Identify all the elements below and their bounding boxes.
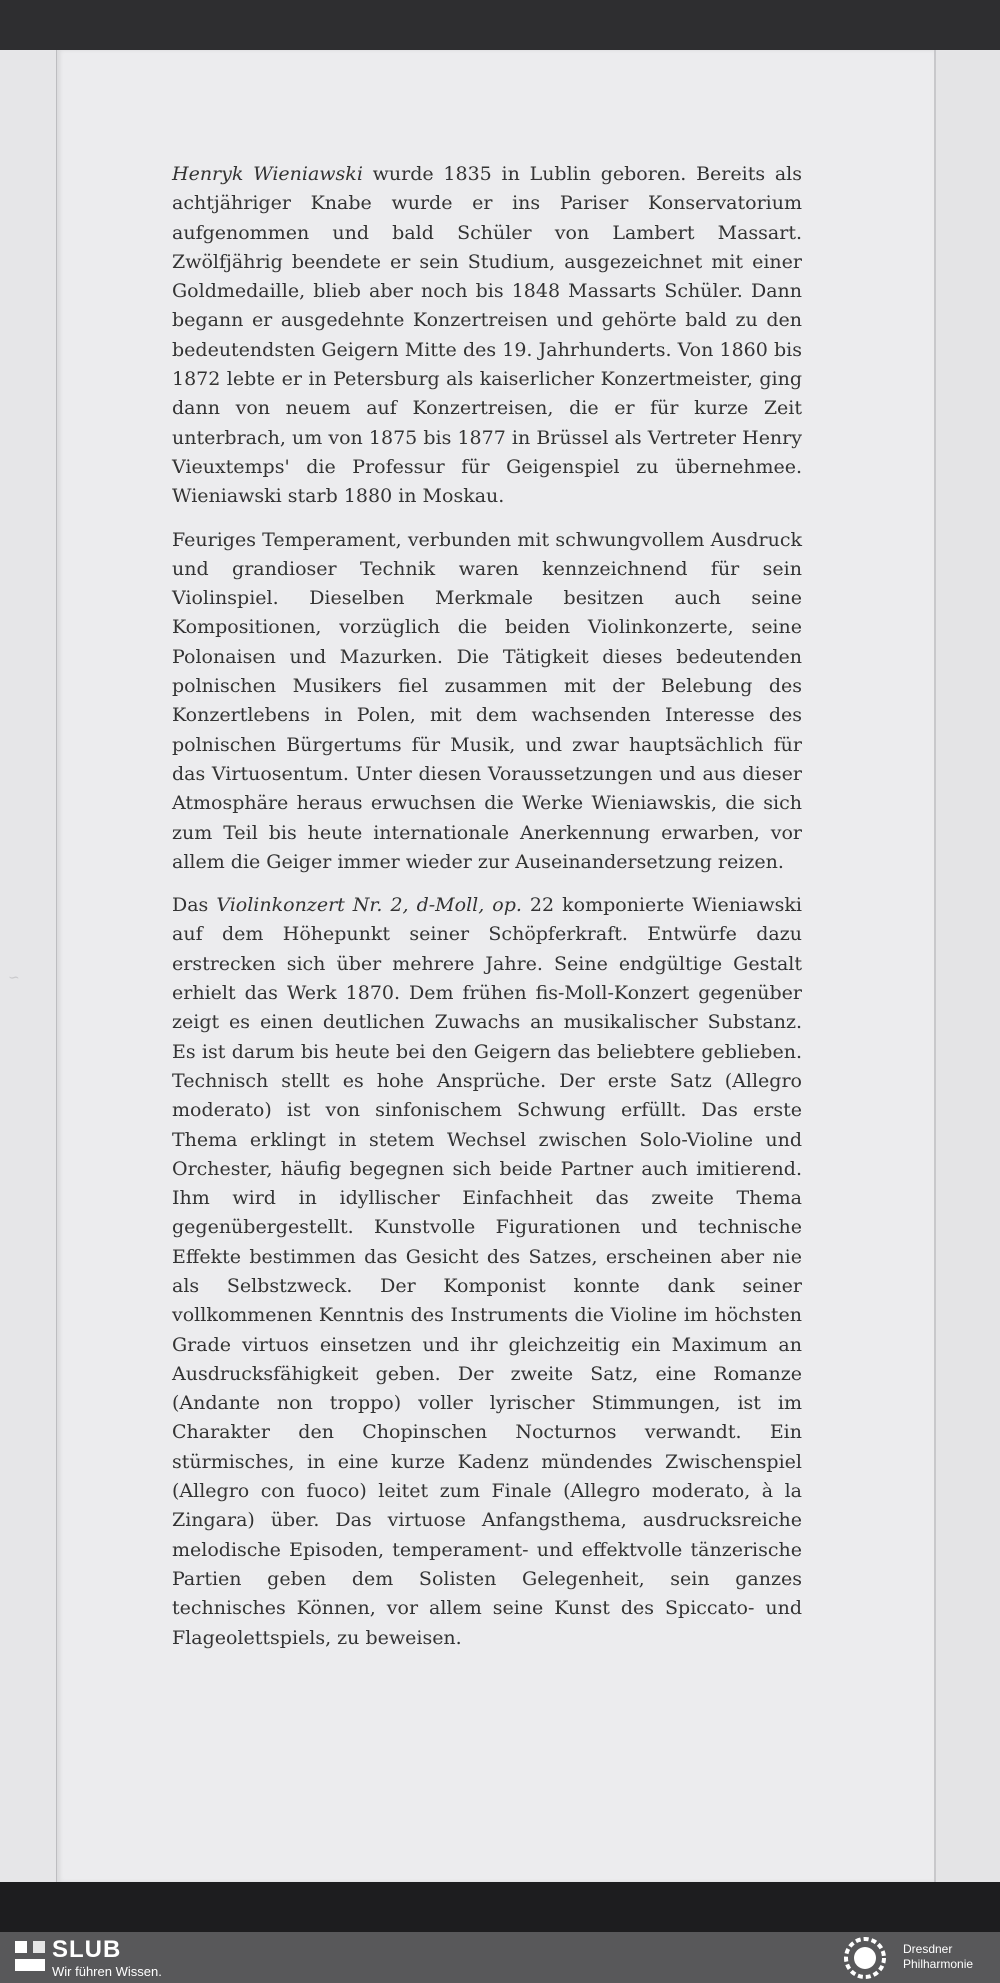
bleed-through-mark: ∽	[8, 970, 20, 986]
paragraph-prefix: Das	[172, 894, 217, 917]
footer-bar	[0, 1932, 1000, 1983]
work-title: Violinkonzert Nr. 2, d-Moll, op.	[216, 894, 522, 917]
partner-name-line2: Philharmonie	[903, 1957, 974, 1971]
viewer-bottom-band	[0, 1882, 1000, 1932]
paragraph-text: Feuriges Temperament, verbunden mit schwungvollem Ausdruck und grandioser Technik waren kennzeichnend für sein Violinspiel. Dieselben Merkmale besitzen auch seine Kompositionen, vorzüglich die beiden Violinkonzerte, seine Polonaisen und Mazurken. Die Tätigkeit dieses bedeutenden polnischen Musikers fiel zusammen mit der Belebung des Konzertlebens in Polen, mit dem wachsenden Interesse des polnischen Bürgertums für Musik, und zwar hauptsächlich für das Virtuosentum. Unter diesen Voraussetzungen und aus dieser Atmosphäre heraus erwuchsen die Werke Wieniawskis, die sich zum Teil bis heute internationale Anerkennung erwarben, vor allem die Geiger immer wieder zur Auseinandersetzung reizen.	[172, 528, 802, 873]
paragraph-text: wurde 1835 in Lublin geboren. Bereits als achtjähriger Knabe wurde er ins Pariser Konservatorium aufgenommen und bald Schüler von Lambert Massart. Zwölfjährig beendete er sein Studium, ausgezeichnet mit einer Goldmedaille, blieb aber noch bis 1848 Massarts Schüler. Dann begann er ausgedehnte Konzertreisen und gehörte bald zu den bedeutendsten Geigern Mitte des 19. Jahrhunderts. Von 1860 bis 1872 lebte er in Petersburg als kaiserlicher Konzertmeister, ging dann von neuem auf Konzertreisen, die er für kurze Zeit unterbrach, um von 1875 bis 1877 in Brüssel als Vertreter Henry Vieuxtemps' die Professur für Geigenspiel zu übernehmee. Wieniawski starb 1880 in Moskau.	[172, 163, 802, 508]
previous-page-edge	[0, 50, 57, 1882]
next-page-edge	[934, 50, 1000, 1882]
composer-name: Henryk Wieniawski	[172, 163, 363, 185]
paragraph-concerto	[172, 891, 802, 1653]
partner-name-line1: Dresdner	[903, 1942, 953, 1956]
viewer-top-bar	[0, 0, 1000, 50]
slub-logo-icon[interactable]	[14, 1940, 46, 1972]
philharmonie-logo-icon[interactable]	[840, 1935, 890, 1981]
body-text	[172, 160, 802, 1653]
library-tagline: Wir führen Wissen.	[52, 1964, 162, 1979]
paragraph-style	[172, 526, 802, 878]
paragraph-text: 22 komponierte Wieniawski auf dem Höhepunkt seiner Schöpferkraft. Entwürfe dazu erstrecken sich über mehrere Jahre. Seine endgültige Gestalt erhielt das Werk 1870. Dem frühen fis-Moll-Konzert gegenüber zeigt es einen deutlichen Zuwachs an musikalischer Substanz. Es ist darum bis heute bei den Geigern das beliebtere geblieben. Technisch stellt es hohe Ansprüche. Der erste Satz (Allegro moderato) ist von sinfonischem Schwung erfüllt. Das erste Thema erklingt in stetem Wechsel zwischen Solo-Violine und Orchester, häufig begegnen sich beide Partner auch imitierend. Ihm wird in idyllischer Einfachheit das zweite Thema gegenübergestellt. Kunstvolle Figurationen und technische Effekte bestimmen das Gesicht des Satzes, erscheinen aber nie als Selbstzweck. Der Komponist konnte dank seiner vollkommenen Kenntnis des Instruments die Violine im höchsten Grade virtuos einsetzen und ihr gleichzeitig ein Maximum an Ausdrucksfähigkeit geben. Der zweite Satz, eine Romanze (Andante non troppo) voller lyrischer Stimmungen, ist im Charakter den Chopinschen Nocturnos verwandt. Ein stürmisches, in eine kurze Kadenz mündendes Zwischenspiel (Allegro con fuoco) leitet zum Finale (Allegro moderato, à la Zingara) über. Das virtuose Anfangsthema, ausdrucksreiche melodische Episoden, temperament- und effektvolle tänzerische Partien geben dem Solisten Gelegenheit, sein ganzes technisches Können, vor allem seine Kunst des Spiccato- und Flageolettspiels, zu beweisen.	[172, 894, 802, 1649]
paragraph-biography	[172, 160, 802, 512]
partner-name[interactable]	[903, 1942, 973, 1972]
library-name[interactable]: SLUB	[52, 1936, 122, 1963]
